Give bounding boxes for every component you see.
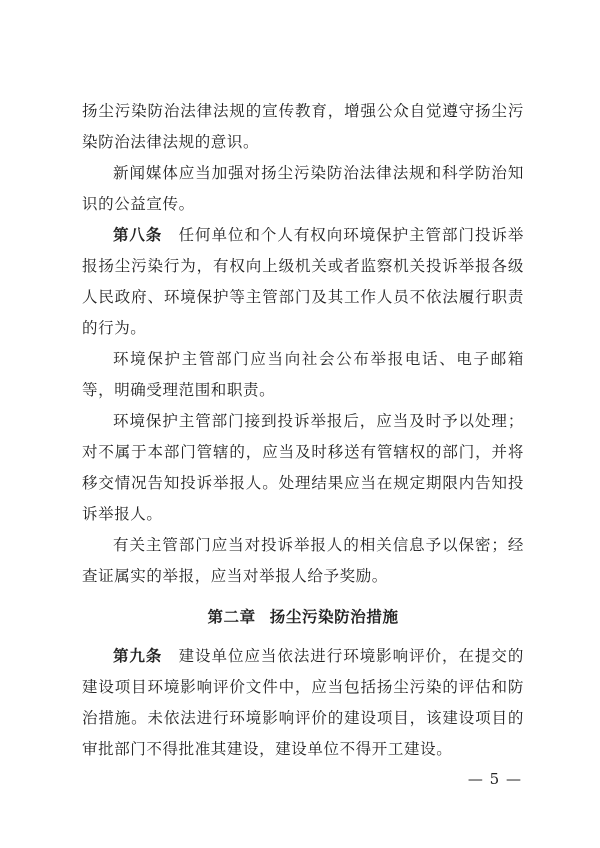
article-8-paragraph-3: 环境保护主管部门接到投诉举报后，应当及时予以处理；对不属于本部门管辖的，应当及时移送有管辖权的部门，并将移交情况告知投诉举报人。处理结果应当在规定期限内告知投诉举报人。: [82, 412, 524, 523]
article-8-paragraph-4: 有关主管部门应当对投诉举报人的相关信息予以保密；经查证属实的举报，应当对举报人给予奖励。: [82, 536, 524, 585]
article-8-paragraph-2: 环境保护主管部门应当向社会公布举报电话、电子邮箱等，明确受理范围和职责。: [82, 350, 524, 399]
article-9-text: 建设单位应当依法进行环境影响评价，在提交的建设项目环境影响评价文件中，应当包括扬尘污染的评估和防治措施。未依法进行环境影响评价的建设项目，该建设项目的审批部门不得批准其建设，建设单位不得开工建设。: [82, 647, 524, 758]
page-body: [82, 96, 524, 765]
chapter-heading: [82, 602, 524, 633]
article-8: [82, 220, 524, 344]
article-9: [82, 641, 524, 765]
chapter-title: 扬尘污染防治措施: [269, 608, 399, 626]
article-8-text: 任何单位和个人有权向环境保护主管部门投诉举报扬尘污染行为，有权向上级机关或者监察机关投诉举报各级人民政府、环境保护等主管部门及其工作人员不依法履行职责的行为。: [82, 226, 524, 337]
page-number: — 5 —: [467, 770, 522, 788]
chapter-number: 第二章: [207, 608, 256, 626]
paragraph-media: 新闻媒体应当加强对扬尘污染防治法律法规和科学防治知识的公益宣传。: [82, 164, 524, 213]
article-9-number: 第九条: [113, 647, 163, 665]
article-8-number: 第八条: [113, 226, 163, 244]
paragraph-continued: 扬尘污染防治法律法规的宣传教育，增强公众自觉遵守扬尘污染防治法律法规的意识。: [82, 102, 524, 151]
